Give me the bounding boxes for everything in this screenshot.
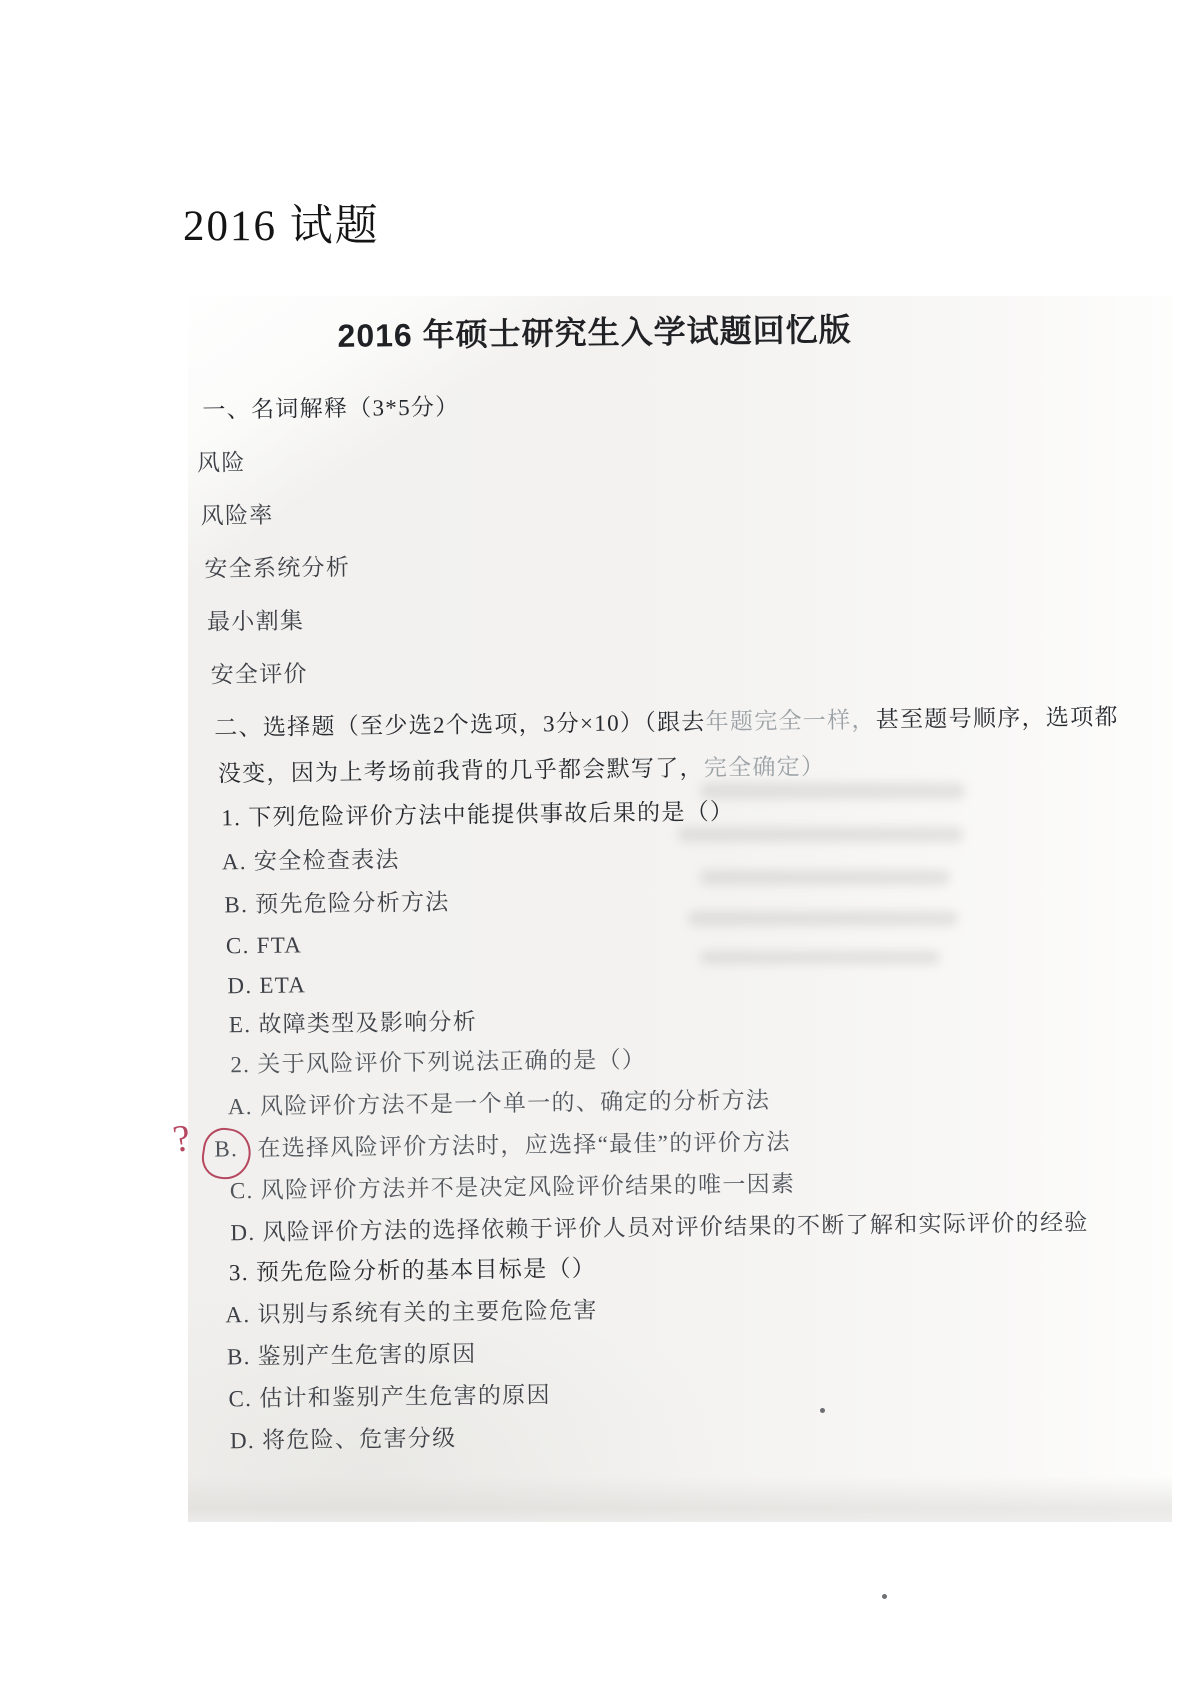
scanned-exam-photo — [170, 296, 1172, 1522]
option-line: D. 风险评价方法的选择依赖于评价人员对评价结果的不断了解和实际评价的经验 — [230, 1209, 1089, 1246]
header-segment: 没变，因为上考场前我背的几乎都会默写了， — [217, 755, 704, 787]
header-segment: 甚至题号顺序，选项都 — [875, 704, 1119, 733]
option-line: A. 风险评价方法不是一个单一的、确定的分析方法 — [227, 1087, 771, 1120]
header-segment: 二、选择题（至少选2个选项，3分×10）（跟去 — [214, 709, 706, 741]
header-segment-faded: 年题完全一样， — [705, 707, 876, 735]
option-line: B. 鉴别产生危害的原因 — [226, 1341, 477, 1370]
term-line: 安全系统分析 — [204, 554, 351, 582]
handwritten-question-mark: ? — [170, 1116, 194, 1161]
exam-heading: 2016 年硕士研究生入学试题回忆版 — [337, 311, 852, 354]
section1-header: 一、名词解释（3*5分） — [202, 394, 460, 423]
option-line: D. ETA — [227, 972, 307, 999]
scan-speck — [820, 1408, 825, 1413]
option-line: B. 预先危险分析方法 — [224, 889, 450, 918]
option-line: C. 估计和鉴别产生危害的原因 — [228, 1382, 551, 1412]
header-segment-faded: 完全确定） — [703, 753, 826, 781]
scan-content — [170, 285, 1186, 1523]
term-line: 风险 — [196, 450, 246, 476]
question-stem: 2. 关于风险评价下列说法正确的是（） — [230, 1047, 647, 1078]
option-line: C. 风险评价方法并不是决定风险评价结果的唯一因素 — [229, 1171, 796, 1204]
question-stem: 1. 下列危险评价方法中能提供事故后果的是（） — [221, 799, 735, 831]
scan-speck — [882, 1594, 887, 1599]
section2-header-line1 — [214, 703, 1119, 742]
option-line: D. 将危险、危害分级 — [229, 1425, 457, 1454]
section2-header-line2 — [218, 753, 826, 788]
option-line: E. 故障类型及影响分析 — [228, 1009, 478, 1038]
question-stem: 3. 预先危险分析的基本目标是（） — [228, 1255, 597, 1286]
document-title: 2016 试题 — [183, 203, 380, 250]
option-line: A. 识别与系统有关的主要危险危害 — [225, 1297, 598, 1328]
option-line: 在选择风险评价方法时，应选择“最佳”的评价方法 — [257, 1129, 791, 1161]
option-letter-circled: B. — [214, 1136, 239, 1162]
term-line: 安全评价 — [210, 661, 308, 688]
option-line: C. FTA — [225, 932, 303, 959]
option-line: A. 安全检查表法 — [221, 847, 400, 875]
term-line: 风险率 — [200, 502, 274, 529]
term-line: 最小割集 — [206, 608, 305, 635]
